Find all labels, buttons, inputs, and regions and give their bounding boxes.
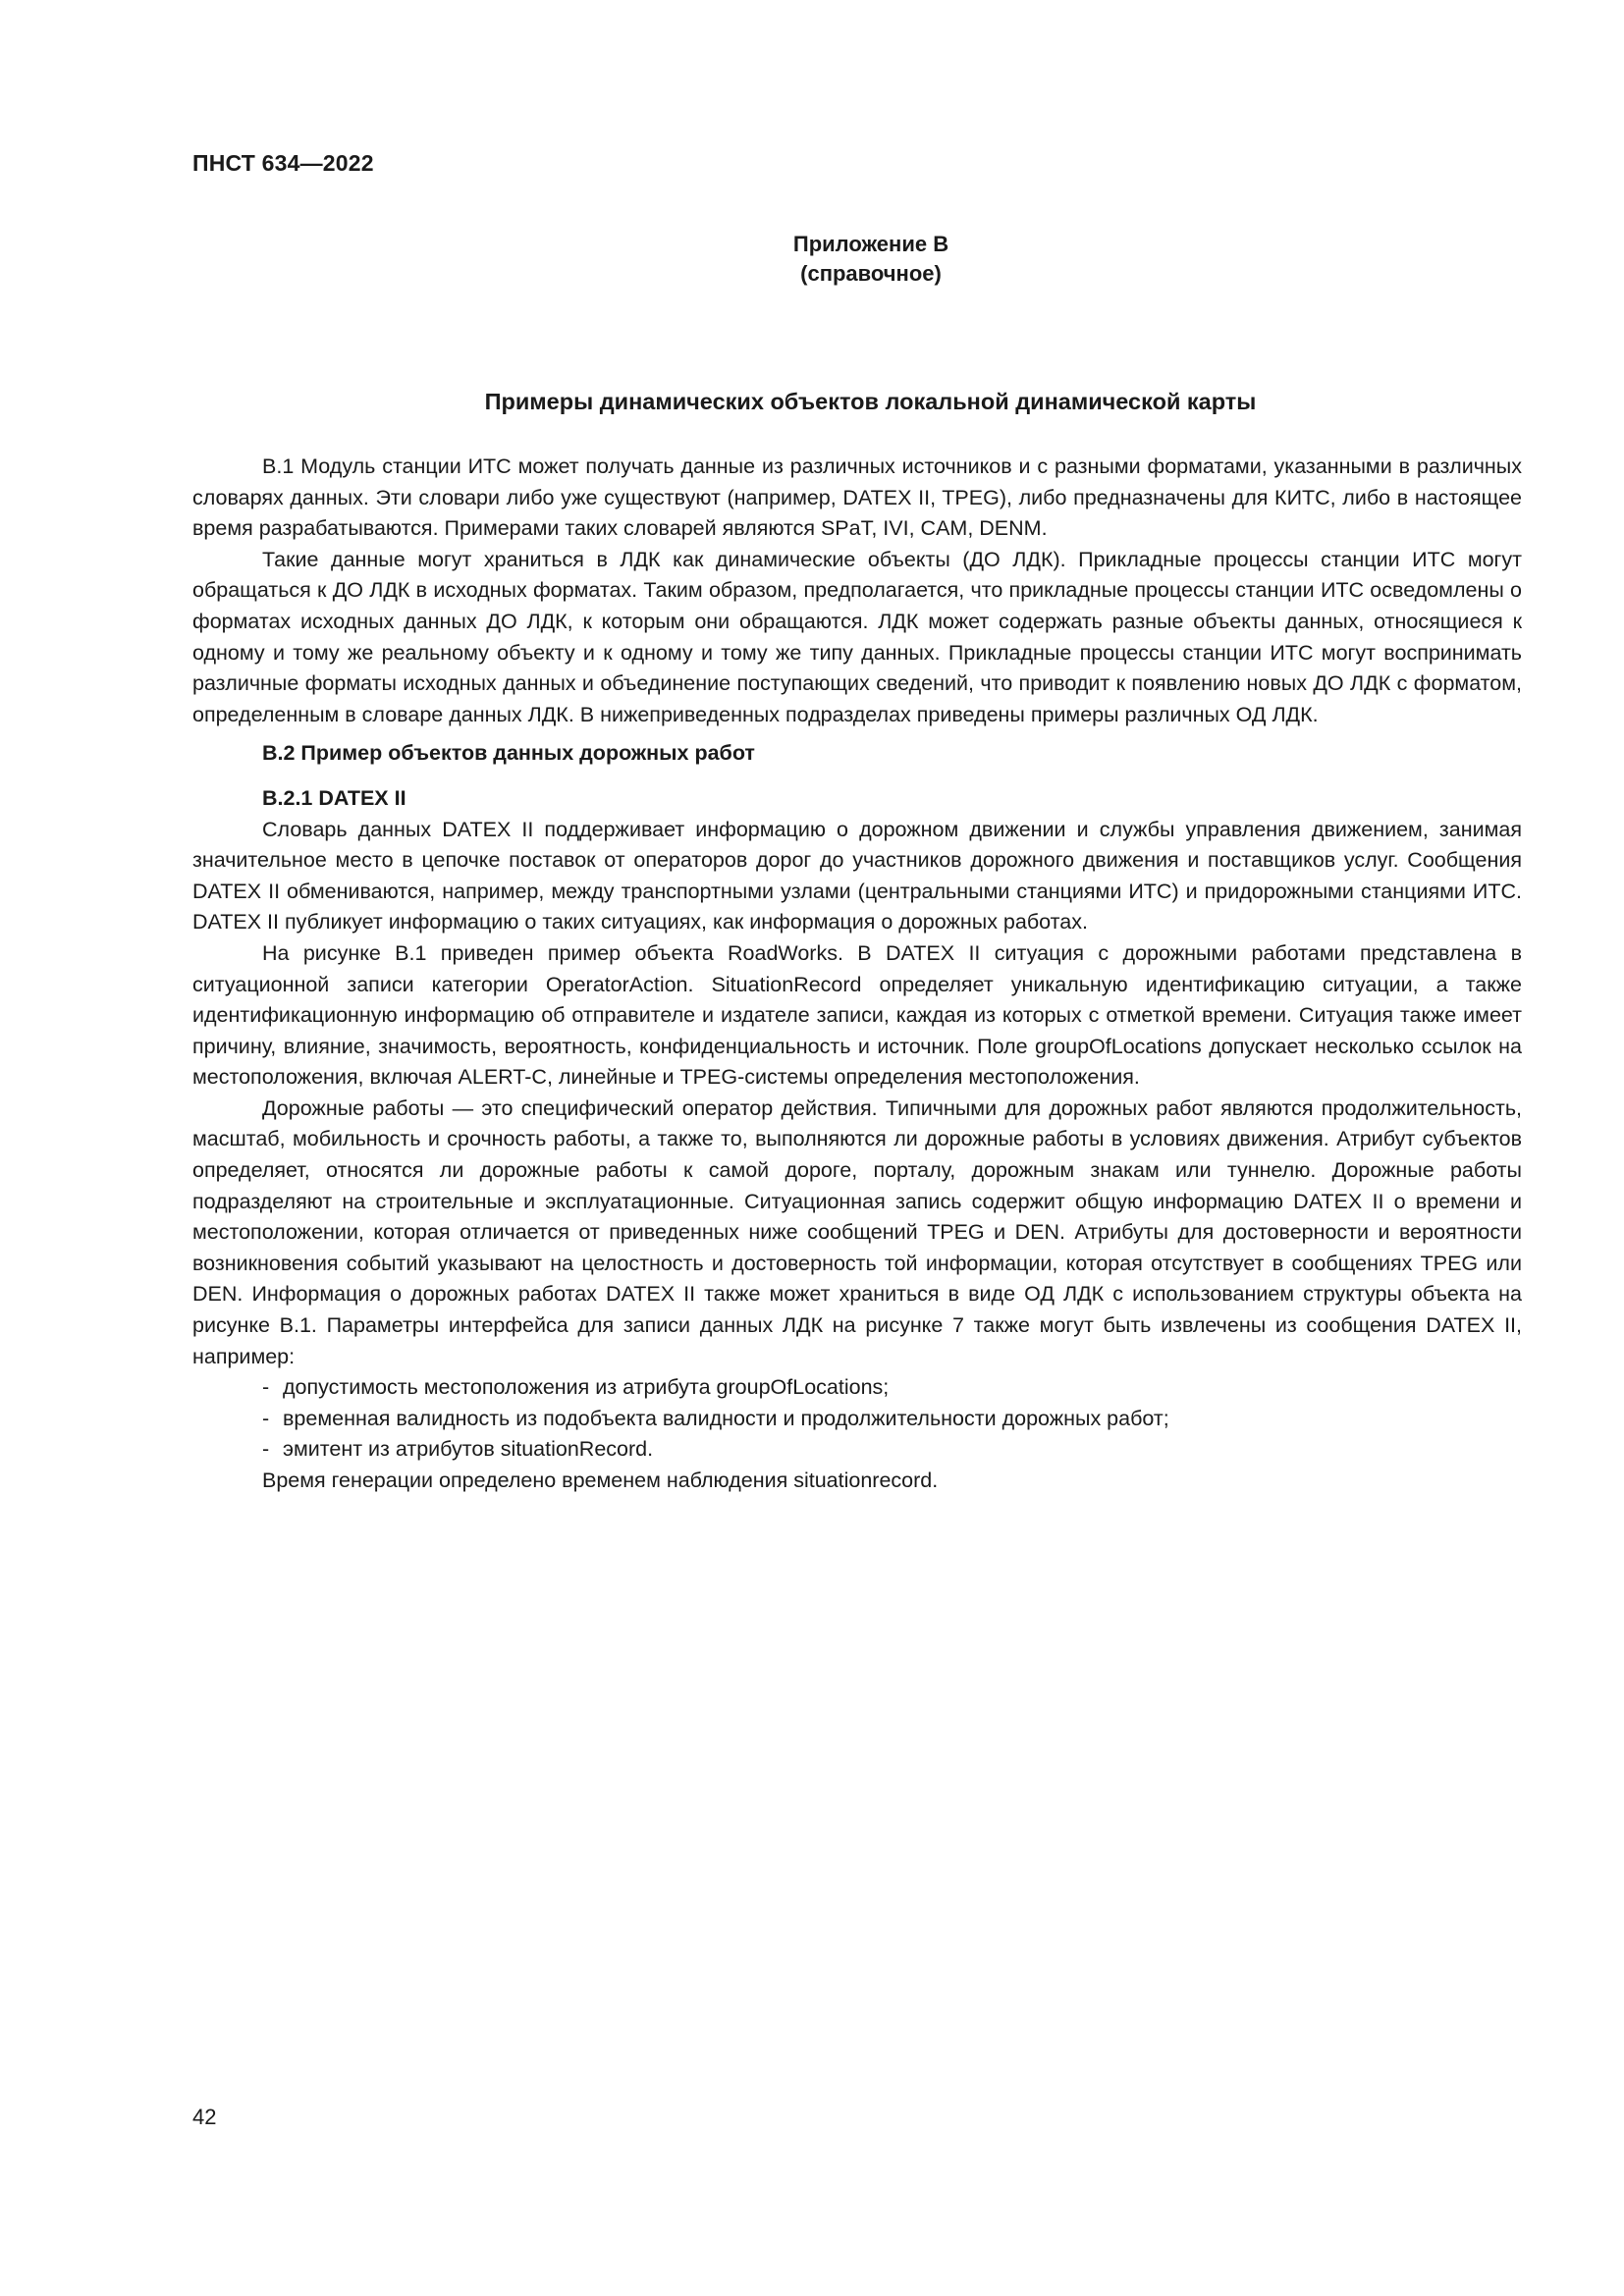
- list-item: [192, 1404, 1522, 1435]
- paragraph-b1-1: В.1 Модуль станции ИТС может получать данные из различных источников и с разными форматами, указанными в различных словарях данных. Эти словари либо уже существуют (например, DATEX II, TPEG), либо предназначены для КИТС, либо в настоящее время разрабатываются. Примерами таких словарей являются SPaT, IVI, CAM, DENM.: [192, 454, 1522, 541]
- list-item: [192, 1372, 1522, 1404]
- paragraph-b21-2: На рисунке В.1 приведен пример объекта RoadWorks. В DATEX II ситуация с дорожными работами представлена в ситуационной записи категории OperatorAction. SituationRecord определяет уникальную идентификацию ситуации, а также идентификационную информацию об отправителе и издателе записи, каждая из которых с отметкой времени. Ситуация также имеет причину, влияние, значимость, вероятность, конфиденциальность и источник. Поле groupOfLocations допускает несколько ссылок на местоположения, включая ALERT-C, линейные и TPEG-системы определения местоположения.: [192, 940, 1522, 1090]
- annex-label: Приложение В: [792, 232, 949, 256]
- page-number: 42: [192, 2105, 217, 2129]
- annex-title: [0, 389, 1624, 415]
- list-marker: -: [262, 1406, 270, 1430]
- closing-line: Время генерации определено временем наблюдения situationrecord.: [262, 1468, 939, 1492]
- list-item-text: эмитент из атрибутов situationRecord.: [283, 1437, 654, 1462]
- list-item-text: временная валидность из подобъекта валидности и продолжительности дорожных работ;: [283, 1406, 1169, 1430]
- list-marker: -: [262, 1375, 270, 1400]
- document-code: ПНСТ 634—2022: [192, 150, 374, 176]
- annex-heading: [0, 230, 1624, 289]
- document-body: [192, 452, 1522, 1497]
- annex-kind: (справочное): [800, 261, 942, 286]
- annex-title-text: Примеры динамических объектов локальной динамической карты: [484, 389, 1257, 414]
- section-heading-b21: В.2.1 DATEX II: [262, 785, 406, 810]
- paragraph-b1-2: Такие данные могут храниться в ЛДК как динамические объекты (ДО ЛДК). Прикладные процессы станции ИТС могут обращаться к ДО ЛДК в исходных форматах. Таким образом, предполагается, что прикладные процессы станции ИТС осведомлены о форматах исходных данных ДО ЛДК, к которым они обращаются. ЛДК может содержать разные объекты данных, относящиеся к одному и тому же реальному объекту и к одному и тому же типу данных. Прикладные процессы станции ИТС могут воспринимать различные форматы исходных данных и объединение поступающих сведений, что приводит к появлению новых ДО ЛДК с форматом, определенным в словаре данных ЛДК. В нижеприведенных подразделах приведены примеры различных ОД ЛДК.: [192, 547, 1522, 726]
- list-item-text: допустимость местоположения из атрибута groupOfLocations;: [283, 1375, 890, 1400]
- paragraph-b21-1: Словарь данных DATEX II поддерживает информацию о дорожном движении и службы управления движением, занимая значительное место в цепочке поставок от операторов дорог до участников дорожного движения и поставщиков услуг. Сообщения DATEX II обмениваются, например, между транспортными узлами (центральными станциями ИТС) и придорожными станциями ИТС. DATEX II публикует информацию о таких ситуациях, как информация о дорожных работах.: [192, 817, 1522, 934]
- section-heading-b2: В.2 Пример объектов данных дорожных работ: [262, 741, 755, 766]
- paragraph-b21-3: Дорожные работы — это специфический оператор действия. Типичными для дорожных работ являются продолжительность, масштаб, мобильность и срочность работы, а также то, выполняются ли дорожные работы в условиях движения. Атрибут субъектов определяет, относятся ли дорожные работы к самой дороге, порталу, дорожным знакам или туннелю. Дорожные работы подразделяют на строительные и эксплуатационные. Ситуационная запись содержит общую информацию DATEX II о времени и местоположении, которая отличается от приведенных ниже сообщений TPEG и DEN. Атрибуты для достоверности и вероятности возникновения событий указывают на целостность и достоверность той информации, которая отсутствует в сообщениях TPEG или DEN. Информация о дорожных работах DATEX II также может храниться в виде ОД ЛДК с использованием структуры объекта на рисунке В.1. Параметры интерфейса для записи данных ЛДК на рисунке 7 также могут быть извлечены из сообщения DATEX II, например:: [192, 1095, 1522, 1368]
- list-item: [192, 1434, 1522, 1466]
- list-marker: -: [262, 1437, 270, 1462]
